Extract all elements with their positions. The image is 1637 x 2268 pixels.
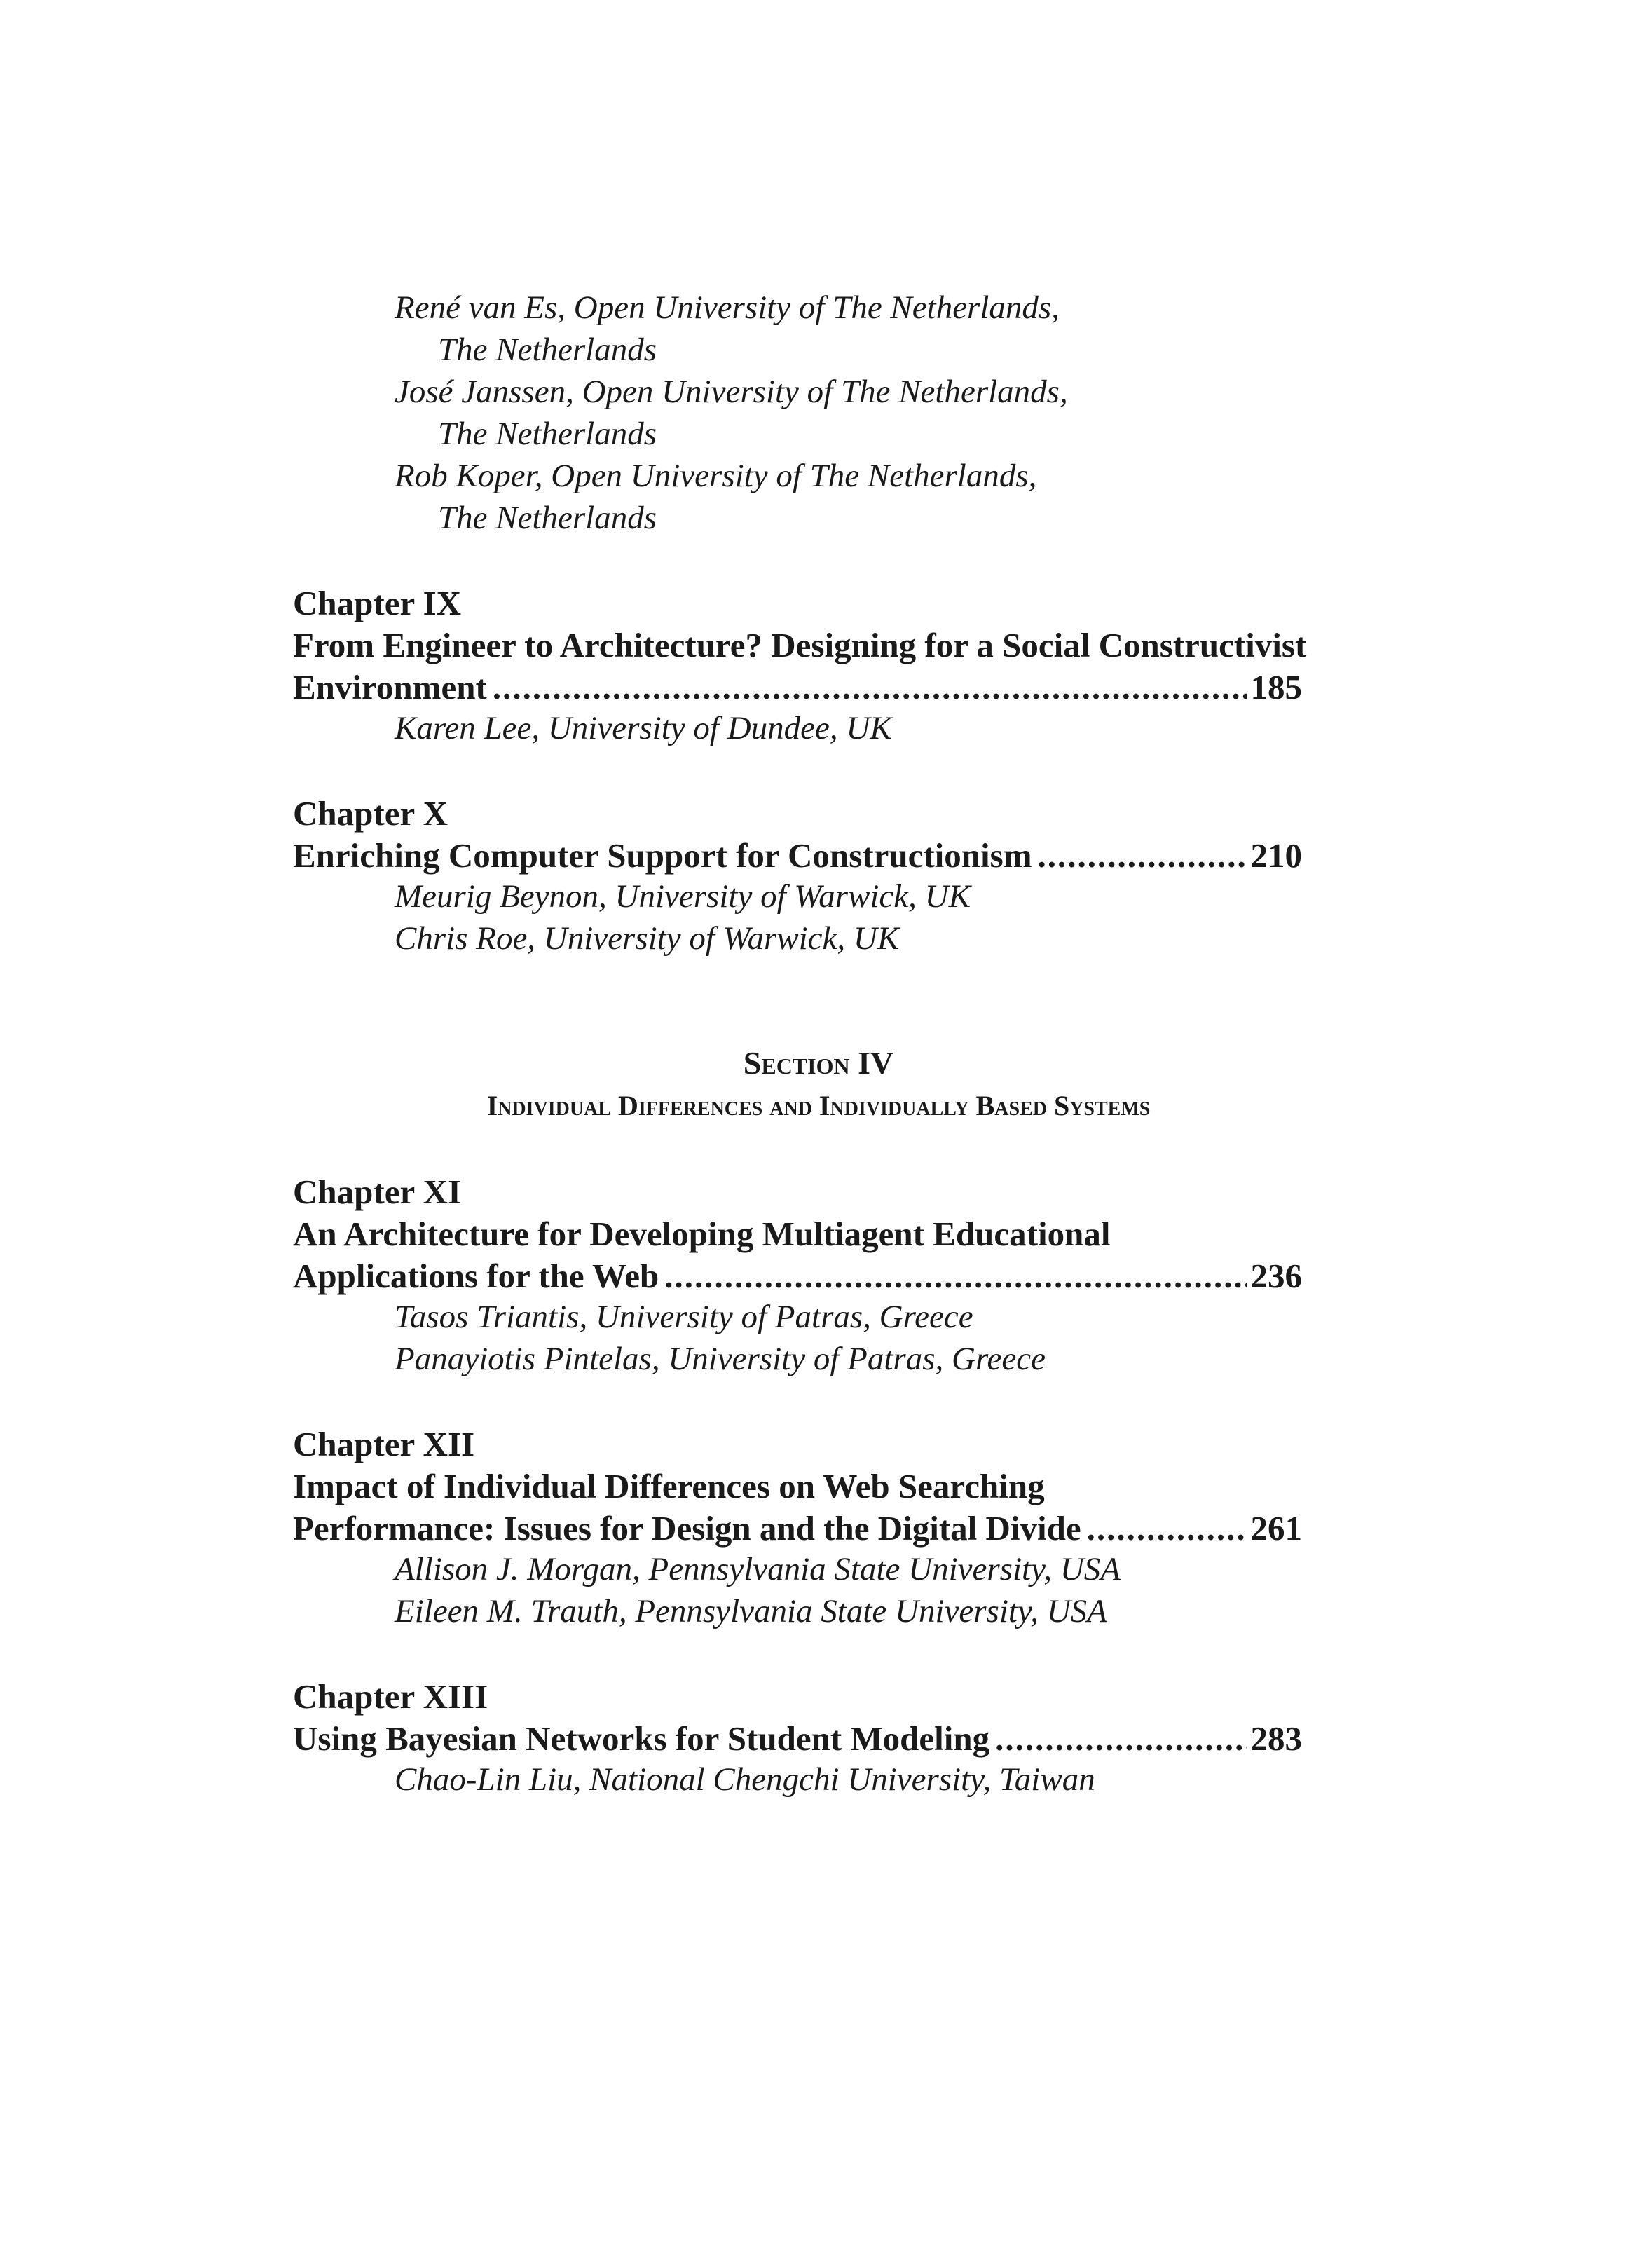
toc-entry-leader[interactable] — [293, 1259, 1302, 1293]
page-number[interactable]: 210 — [1250, 836, 1302, 875]
author-line: Rob Koper, Open University of The Netherlands, — [395, 458, 1037, 494]
author-line: Panayiotis Pintelas, University of Patras, Greece — [395, 1341, 1046, 1377]
chapter-title[interactable]: An Architecture for Developing Multiagent Educational — [293, 1215, 1111, 1253]
author-line: Meurig Beynon, University of Warwick, UK — [395, 878, 971, 915]
toc-entry-leader[interactable] — [293, 838, 1302, 873]
chapter-label: Chapter XI — [293, 1173, 462, 1211]
page-number[interactable]: 261 — [1250, 1509, 1302, 1548]
author-line: José Janssen, Open University of The Netherlands, — [395, 374, 1068, 410]
chapter-label: Chapter XIII — [293, 1677, 488, 1716]
chapter-title[interactable]: Environment — [293, 668, 487, 706]
chapter-title[interactable]: Enriching Computer Support for Constructionism — [293, 836, 1032, 875]
page-number[interactable]: 185 — [1250, 668, 1302, 706]
author-line: Tasos Triantis, University of Patras, Greece — [395, 1299, 973, 1335]
page-number[interactable]: 283 — [1250, 1719, 1302, 1758]
section-label: Section IV — [743, 1045, 894, 1081]
chapter-title[interactable]: Using Bayesian Networks for Student Modeling — [293, 1719, 990, 1758]
dot-leader — [995, 1721, 1246, 1756]
chapter-label: Chapter IX — [293, 584, 462, 622]
page-number[interactable]: 236 — [1250, 1257, 1302, 1295]
author-line: Eileen M. Trauth, Pennsylvania State University, USA — [395, 1593, 1107, 1630]
chapter-title[interactable]: Applications for the Web — [293, 1257, 659, 1295]
toc-entry-leader[interactable] — [293, 670, 1302, 704]
author-line: Karen Lee, University of Dundee, UK — [395, 710, 892, 746]
toc-entry-leader[interactable] — [293, 1509, 1302, 1548]
chapter-label: Chapter X — [293, 794, 448, 833]
author-affiliation-country: The Netherlands — [438, 500, 657, 536]
chapter-title[interactable]: From Engineer to Architecture? Designing for a Social Constructivist — [293, 626, 1307, 664]
author-affiliation-country: The Netherlands — [438, 332, 657, 368]
dot-leader — [1038, 838, 1247, 873]
section-title: Individual Differences and Individually Based Systems — [486, 1090, 1151, 1121]
author-affiliation-country: The Netherlands — [438, 416, 657, 452]
dot-leader — [493, 670, 1247, 704]
chapter-title[interactable]: Performance: Issues for Design and the Digital Divide — [293, 1509, 1081, 1548]
author-line: Chris Roe, University of Warwick, UK — [395, 920, 900, 957]
author-line: Chao-Lin Liu, National Chengchi University, Taiwan — [395, 1761, 1095, 1798]
author-line: Allison J. Morgan, Pennsylvania State University, USA — [395, 1551, 1121, 1587]
toc-entry-leader[interactable] — [293, 1721, 1302, 1756]
chapter-label: Chapter XII — [293, 1425, 475, 1463]
dot-leader — [1087, 1511, 1247, 1545]
chapter-title[interactable]: Impact of Individual Differences on Web Searching — [293, 1467, 1045, 1505]
dot-leader — [664, 1259, 1246, 1293]
author-line: René van Es, Open University of The Netherlands, — [395, 289, 1060, 326]
